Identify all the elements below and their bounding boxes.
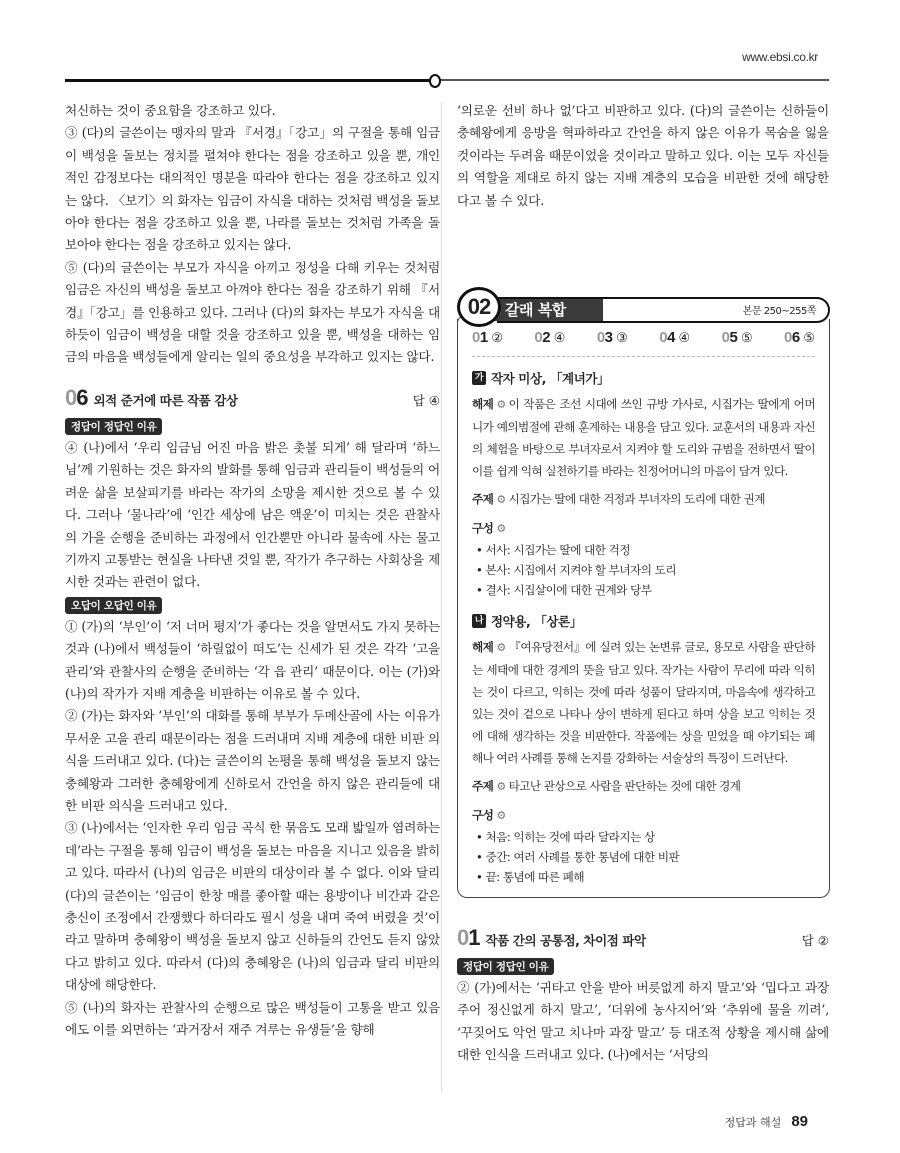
- work-structure-label: 구성 ⚙: [472, 804, 815, 827]
- answer-item: 05 ⑤: [721, 329, 753, 346]
- gear-icon: ⚙: [496, 641, 506, 654]
- question-title: 작품 간의 공통점, 차이점 파악: [485, 933, 646, 948]
- work-heading: [472, 612, 815, 630]
- question-title: 외적 준거에 따른 작품 감상: [93, 392, 238, 408]
- work-heading: [472, 369, 815, 387]
- question-heading: [65, 385, 440, 411]
- paragraph: ⑤ (다)의 글쓴이는 부모가 자식을 아끼고 정성을 다해 키우는 것처럼 임금은 자신의 백성을 돌보고 아껴야 한다는 점을 강조하기 위해 『서경』「강고」를 인용하고 있다. 그러나 (다)의 화자는 부모가 자식을 대하듯이 임금이 백성을 대할 것을 강조하고 있을 뿐, 백성을 대하는 임금의 마음을 백성들에게 알리는 일의 중요성을 부각하고 있지는 않다.: [65, 259, 440, 365]
- gear-icon: ⚙: [496, 522, 506, 535]
- paragraph: ③ (다)의 글쓴이는 맹자의 말과 『서경』「강고」의 구절을 통해 임금이 백성을 돌보는 정치를 펼쳐야 한다는 점을 강조하고 있을 뿐, 개인적인 감정보다는 대의적인 명분을 따라야 한다는 점을 강조하고 있지는 않다. 〈보기〉의 화자는 임금이 자식을 대하는 것처럼 백성을 돌보아야 한다는 점을 강조하고 있을 뿐, 나라를 돌보는 것처럼 가족을 돌보아야 한다는 점을 강조하고 있지는 않다.: [65, 125, 440, 253]
- structure-item: • 처음: 익히는 것에 따라 달라지는 상: [476, 830, 655, 844]
- structure-item: • 결사: 시집살이에 대한 권계와 당부: [476, 583, 652, 597]
- structure-item: • 서사: 시집가는 딸에 대한 걱정: [476, 543, 631, 557]
- question-answer: 답 ②: [801, 933, 829, 948]
- section-body: [457, 319, 830, 898]
- structure-item: • 중간: 여러 사례를 통한 통념에 대한 비판: [476, 850, 680, 864]
- left-column: [65, 100, 440, 1041]
- wrong-reason-item: ① (가)의 ‘부인’이 ‘저 너머 평지’가 좋다는 것을 알면서도 가지 못하는 것과 (나)에서 백성들이 ‘하릴없이 떠도’는 신세가 된 것은 각각 ‘고을 관리’와 관찰사의 순행을 준비하는 ‘각 읍 관리’ 때문이다. 이는 (가)와 (나)의 작가가 지배 계층을 비판하는 이유로 볼 수 있다.: [65, 618, 440, 701]
- wrong-reason-item: ⑤ (나)의 화자는 관찰사의 순행으로 많은 백성들이 고통을 받고 있음에도 이를 외면하는 ‘과거장서 재주 겨루는 유생들’을 향해: [65, 999, 440, 1038]
- gear-icon: ⚙: [496, 493, 506, 506]
- answer-item: 01 ②: [472, 329, 503, 346]
- header-rule-left: [65, 79, 435, 82]
- work-badge: 나: [472, 614, 486, 628]
- work-haeje: 해제 ⚙ 『여유당전서』에 실려 있는 논변류 글로, 용모로 사람을 판단하는 세태에 대한 경계의 뜻을 담고 있다. 작가는 사람이 무리에 따라 익히는 것이 다르고, 익히는 것에 따라 성품이 달라지며, 마음속에 생각하고 있는 것이 겉으로 나타나 상이 변하게 된다고 하며 상을 보고 익히는 것에 대해 생각하는 것을 비판한다. 작품에는 상을 믿었을 때 야기되는 폐해나 여러 사례를 통해 논지를 강화하는 서술상의 특징이 드러난다.: [472, 636, 815, 769]
- header-rule-right: [436, 79, 829, 81]
- work-theme: 주제 ⚙ 타고난 관상으로 사람을 판단하는 것에 대한 경계: [472, 775, 815, 798]
- correct-reason-text: ② (가)에서는 ‘귀타고 안을 받아 버릇없게 하지 말고’와 ‘밉다고 과장 주어 정신없게 하지 말고’, ‘더위에 농사지어’와 ‘추위에 물을 끼려’, ‘꾸짖어도 악언 말고 치나마 과장 말고’ 등 대조적 상황을 제시해 삶에 대한 인식을 드러내고 있다. (나)에서는 ‘서당의: [457, 980, 829, 1063]
- question-block: [457, 925, 829, 1067]
- work-structure-label: 구성 ⚙: [472, 517, 815, 540]
- work-badge: 가: [472, 371, 486, 385]
- question-number: 06: [65, 384, 88, 410]
- work-title: 정약용, 「상론」: [491, 614, 582, 629]
- section-box: [457, 287, 830, 898]
- question-answer: 답 ④: [412, 392, 440, 408]
- column-divider: [441, 102, 442, 1092]
- gear-icon: ⚙: [496, 398, 506, 411]
- header-dot: [429, 74, 441, 88]
- footer-label: 정답과 해설: [724, 1116, 782, 1129]
- structure-item: • 본사: 시집에서 지켜야 할 부녀자의 도리: [476, 563, 677, 577]
- gear-icon: ⚙: [496, 780, 506, 793]
- answer-item: 03 ③: [596, 329, 628, 346]
- answer-item: 04 ④: [659, 329, 691, 346]
- paragraph: ‘의로운 선비 하나 없’다고 비판하고 있다. (다)의 글쓴이는 신하들이 충혜왕에게 응방을 혁파하라고 간언을 하지 않은 이유가 목숨을 잃을 것이라는 두려움 때문이었을 것이라고 말하고 있다. 이는 모두 자신들의 역할을 제대로 하지 않는 지배 계층의 모습을 비판한 것에 해당한다고 볼 수 있다.: [457, 103, 829, 208]
- wrong-reason-item: ② (가)는 화자와 ‘부인’의 대화를 통해 부부가 두메산골에 사는 이유가 무서운 고을 관리 때문이라는 점을 드러내며 지배 계층에 대한 비판 의식을 드러내고 있다. (다)는 글쓴이의 논평을 통해 백성을 돌보지 않는 충혜왕과 그러한 충혜왕에게 신하로서 간언을 하지 않은 관리들에 대한 비판 의식을 드러내고 있다.: [65, 708, 440, 813]
- answer-key: [472, 329, 815, 357]
- answer-item: 06 ⑤: [784, 329, 815, 346]
- right-column: [457, 100, 829, 212]
- correct-reason-tag: 정답이 정답인 이유: [457, 958, 554, 975]
- wrong-reason-item: ③ (나)에서는 ‘인자한 우리 임금 곡식 한 묶음도 모래 밟일까 염려하는데’라는 구절을 통해 임금이 백성을 돌보는 마음을 지니고 있음을 밝히고 있다. 따라서 (나)의 임금은 비판의 대상이라 볼 수 없다. 이와 달리 (다)의 글쓴이는 ‘임금이 한창 매를 좋아할 때는 용방이나 비간과 같은 충신이 조정에서 간쟁했다 하더라도 필시 성을 내며 죽여 버렸을 것’이라고 말하며 충혜왕이 백성을 돌보지 않고 신하들의 간언도 듣지 않았다고 밝히고 있다. 따라서 (다)의 충혜왕은 (나)의 임금과 달리 비판의 대상에 해당한다.: [65, 820, 440, 993]
- correct-reason-text: ④ (나)에서 ‘우리 임금님 어진 마음 밝은 촛불 되게’ 해 달라며 ‘하느님’께 기원하는 것은 화자의 발화를 통해 임금과 관리들이 백성들의 어려운 삶을 보살피기를 바라는 작가의 소망을 제시한 것으로 볼 수 있다. 그러나 ‘물나라’에 ‘인간 세상에 남은 액운’이 미치는 것은 관찰사의 가을 순행을 준비하는 과정에서 인간뿐만 아니라 물속에 사는 물고기까지 고통받는 현실을 나타낸 것일 뿐, 작가가 추구하는 사회상을 제시한 것과는 관련이 없다.: [65, 439, 440, 590]
- structure-item: • 끝: 통념에 따른 폐해: [476, 870, 585, 884]
- page-number: 89: [791, 1113, 808, 1130]
- work-theme: 주제 ⚙ 시집가는 딸에 대한 걱정과 부녀자의 도리에 대한 권계: [472, 488, 815, 511]
- question-heading: [457, 925, 829, 951]
- page-footer: [725, 1113, 808, 1130]
- site-url: www.ebsi.co.kr: [742, 50, 818, 64]
- answer-item: 02 ④: [534, 329, 566, 346]
- section-page-range: 본문 250~255쪽: [742, 306, 816, 317]
- work-haeje: 해제 ⚙ 이 작품은 조선 시대에 쓰인 규방 가사로, 시집가는 딸에게 어머니가 예의범절에 관해 훈계하는 내용을 담고 있다. 교훈서의 내용과 자신의 체험을 바탕으로 부녀자로서 지켜야 할 도리와 규범을 전하면서 딸이 이를 쉽게 익혀 실천하기를 바라는 친정어머니의 마음이 담겨 있다.: [472, 393, 815, 482]
- work-title: 작자 미상, 「계녀가」: [491, 371, 610, 386]
- question-number: 01: [457, 925, 480, 950]
- section-header: [457, 287, 830, 321]
- section-number: 02: [457, 287, 501, 327]
- correct-reason-tag: 정답이 정답인 이유: [65, 418, 162, 435]
- paragraph: 처신하는 것이 중요함을 강조하고 있다.: [65, 103, 276, 118]
- gear-icon: ⚙: [496, 809, 506, 822]
- wrong-reason-tag: 오답이 오답인 이유: [65, 597, 162, 614]
- section-title: 갈래 복합: [493, 299, 603, 321]
